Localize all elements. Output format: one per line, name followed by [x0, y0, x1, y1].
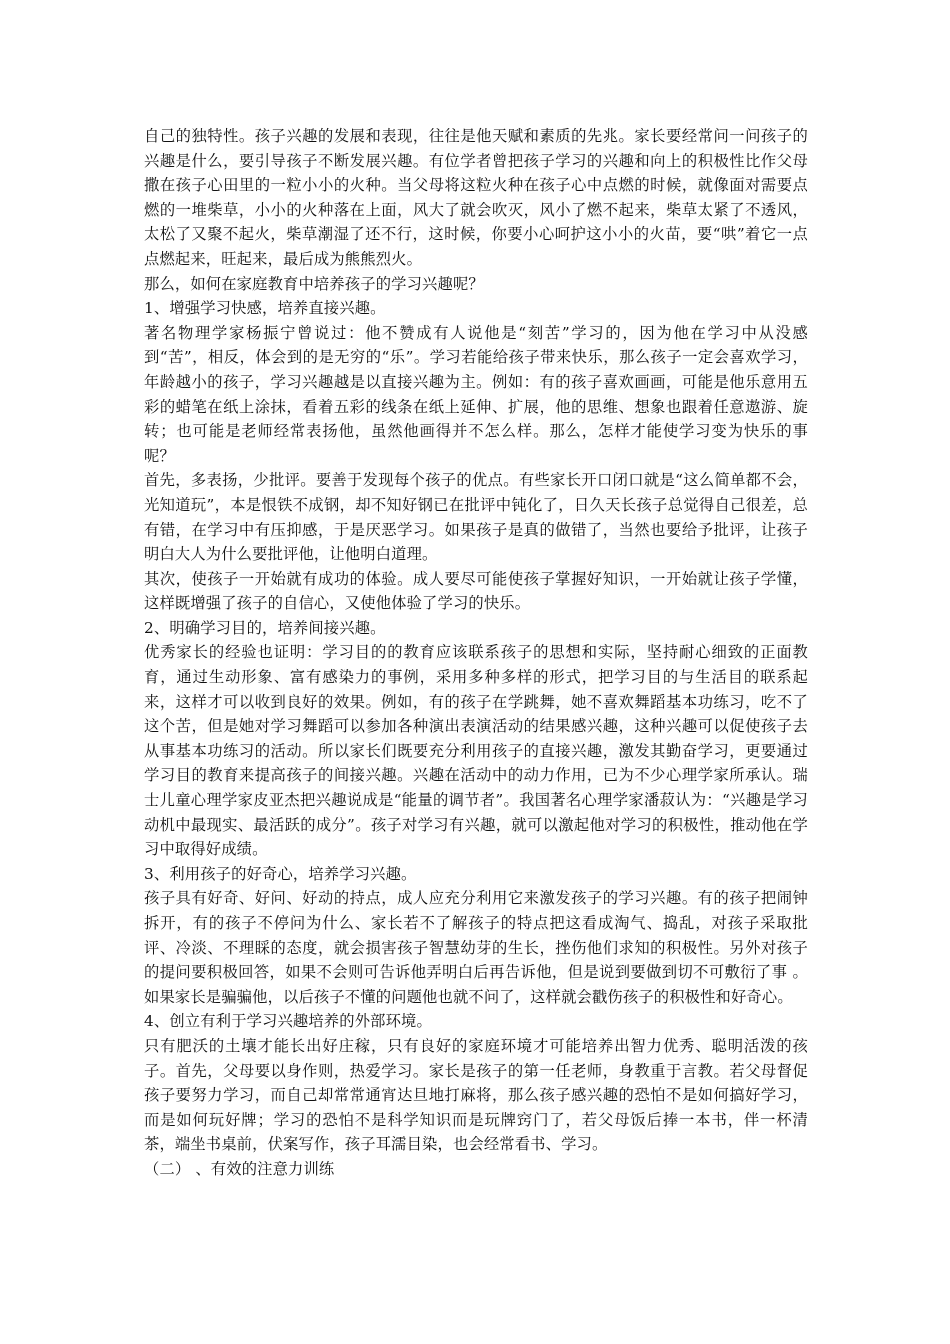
- paragraph-learning-purpose: 优秀家长的经验也证明：学习目的的教育应该联系孩子的思想和实际，坚持耐心细致的正面教育，通过生动形象、富有感染力的事例，采用多种多样的形式，把学习目的与生活目的联系起来，这样才可以收到良好的效果。例如，有的孩子在学跳舞，她不喜欢舞蹈基本功练习，吃不了这个苦，但是她对学习舞蹈可以参加各种演出表演活动的结果感兴趣，这种兴趣可以促使孩子去从事基本功练习的活动。所以家长们既要充分利用孩子的直接兴趣，激发其勤奋学习，更要通过学习目的教育来提高孩子的间接兴趣。兴趣在活动中的动力作用，已为不少心理学家所承认。瑞士儿童心理学家皮亚杰把兴趣说成是“能量的调节者”。我国著名心理学家潘菽认为：“兴趣是学习动机中最现实、最活跃的成分”。孩子对学习有兴趣，就可以激起他对学习的积极性，推动他在学习中取得好成绩。: [144, 643, 808, 859]
- paragraph-praise: 首先，多表扬，少批评。要善于发现每个孩子的优点。有些家长开口闭口就是“这么简单都不会，光知道玩”，本是恨铁不成钢，却不知好钢已在批评中钝化了，日久天长孩子总觉得自己很差，总有错，在学习中有压抑感，于是厌恶学习。如果孩子是真的做错了，当然也要给予批评，让孩子明白大人为什么要批评他，让他明白道理。: [144, 471, 808, 564]
- paragraph-success-experience: 其次，使孩子一开始就有成功的体验。成人要尽可能使孩子掌握好知识，一开始就让孩子学懂，这样既增强了孩子的自信心，又使他体验了学习的快乐。: [144, 569, 808, 613]
- section-heading-3: 3、利用孩子的好奇心，培养学习兴趣。: [144, 864, 417, 883]
- section-heading-attention: （二） 、有效的注意力训练: [144, 1159, 335, 1178]
- section-heading-4: 4、创立有利于学习兴趣培养的外部环境。: [144, 1012, 432, 1031]
- paragraph-interest-seed: 自己的独特性。孩子兴趣的发展和表现，往往是他天赋和素质的先兆。家长要经常问一问孩子的兴趣是什么，要引导孩子不断发展兴趣。有位学者曾把孩子学习的兴趣和向上的积极性比作父母撒在孩子心田里的一粒小小的火种。当父母将这粒火种在孩子心中点燃的时候，就像面对需要点燃的一堆柴草，小小的火种落在上面，风大了就会吹灭，风小了燃不起来，柴草太紧了不透风，太松了又聚不起火，柴草潮湿了还不行，这时候，你要小心呵护这小小的火苗，要“哄”着它一点点燃起来，旺起来，最后成为熊熊烈火。: [144, 127, 808, 268]
- section-heading-1: 1、增强学习快感，培养直接兴趣。: [144, 299, 386, 318]
- paragraph-yang-zhenning: 著名物理学家杨振宁曾说过：他不赞成有人说他是“刻苦”学习的，因为他在学习中从没感到“苦”，相反，体会到的是无穷的“乐”。学习若能给孩子带来快乐，那么孩子一定会喜欢学习，年龄越小的孩子，学习兴趣越是以直接兴趣为主。例如：有的孩子喜欢画画，可能是他乐意用五彩的蜡笔在纸上涂抹，看着五彩的线条在纸上延伸、扩展，他的思维、想象也跟着任意遨游、旋转；也可能是老师经常表扬他，虽然他画得并不怎么样。那么，怎样才能使学习变为快乐的事呢？: [144, 323, 808, 465]
- question-heading: 那么，如何在家庭教育中培养孩子的学习兴趣呢？: [144, 274, 484, 293]
- section-heading-2: 2、明确学习目的，培养间接兴趣。: [144, 618, 386, 637]
- paragraph-environment: 只有肥沃的土壤才能长出好庄稼，只有良好的家庭环境才可能培养出智力优秀、聪明活泼的孩子。首先，父母要以身作则，热爱学习。家长是孩子的第一任老师，身教重于言教。若父母督促孩子要努力学习，而自己却常常通宵达旦地打麻将，那么孩子感兴趣的恐怕不是如何搞好学习，而是如何玩好牌；学习的恐怕不是科学知识而是玩牌窍门了，若父母饭后捧一本书，伴一杯清茶，端坐书桌前，伏案写作，孩子耳濡目染，也会经常看书、学习。: [144, 1036, 808, 1154]
- document-body: [144, 124, 808, 1182]
- paragraph-curiosity: 孩子具有好奇、好问、好动的持点，成人应充分利用它来激发孩子的学习兴趣。有的孩子把闹钟拆开，有的孩子不停问为什么、家长若不了解孩子的特点把这看成淘气、捣乱，对孩子采取批评、冷淡、不理睬的态度，就会损害孩子智慧幼芽的生长，挫伤他们求知的积极性。另外对孩子的提问要积极回答，如果不会则可告诉他弄明白后再告诉他，但是说到要做到切不可敷衍了事 。如果家长是骗骗他，以后孩子不懂的问题他也就不问了，这样就会戳伤孩子的积极性和好奇心。: [144, 889, 808, 1006]
